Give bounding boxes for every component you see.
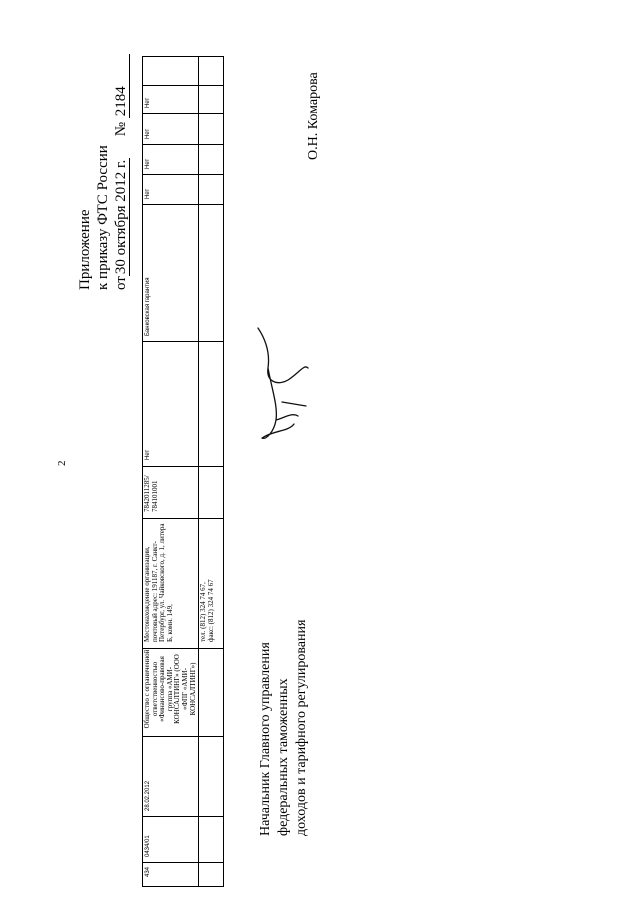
annex-number-prefix: № (113, 121, 129, 137)
signatory-position-line-2: федеральных таможенных (276, 678, 291, 836)
annex-date-value: 30 октября 2012 г. (113, 159, 129, 275)
row-date: 28.02.2012 (145, 780, 151, 811)
signatory-name: О.Н. Комарова (306, 72, 321, 160)
row-col-no-2: Нет (145, 188, 151, 199)
row-phone: тел. (812) 324 74 67, (199, 582, 207, 642)
row-col-no-5: Нет (145, 97, 151, 108)
row-col-no-4: Нет (145, 128, 151, 139)
row-address: Местонахождение организации, почтовый адрес: 191187, г. Санкт-Петербург, ул. Чайковского, д. 1, литера Б, комн. 149, (143, 523, 174, 642)
row-organization: Общество с ограниченной ответственностью «Финансово-правовая группа «АМИ-КОНСАЛТИНГ» (ООО «ФПГ «АМИ-КОНСАЛТИНГ») (143, 649, 197, 729)
row-guarantee: Банковская гарантия (145, 277, 151, 336)
annex-order-line: к приказу ФТС России (95, 145, 111, 290)
annex-date-line (114, 54, 130, 290)
row-col-no-1: Нет (145, 449, 151, 460)
annex-number-value: 2184 (114, 54, 130, 118)
row-index: 434 (145, 866, 151, 877)
signatory-position-line-3: доходов и тарифного регулирования (294, 619, 309, 836)
row-inn-kpp: 7842011285/ 784101001 (143, 475, 159, 512)
page-number: 2 (56, 460, 68, 466)
row-col-no-3: Нет (145, 158, 151, 169)
handwritten-signature (248, 320, 318, 450)
row-code: 0434/01 (145, 835, 151, 857)
signatory-position-line-1: Начальник Главного управления (258, 642, 273, 836)
registry-table (142, 56, 223, 886)
annex-date-prefix: от (113, 276, 129, 290)
row-fax: факс: (812) 324 74 67 (207, 579, 215, 642)
annex-title: Приложение (77, 209, 93, 290)
